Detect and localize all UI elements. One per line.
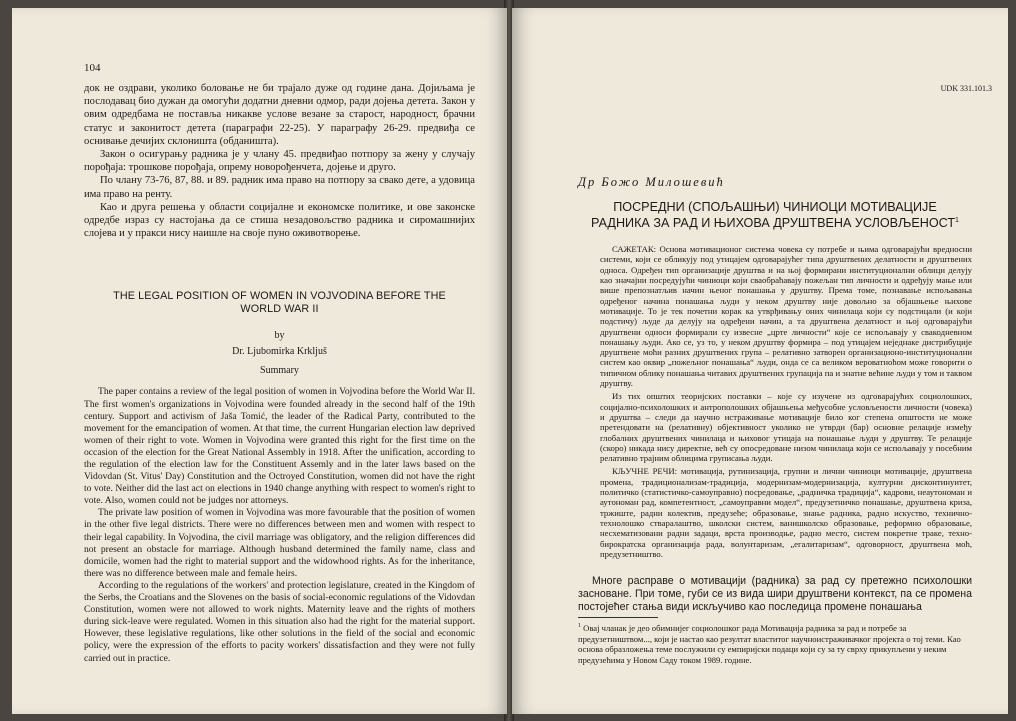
footnote-mark: 1 bbox=[578, 623, 581, 630]
keywords: КЉУЧНЕ РЕЧИ: мотивација, рутинизација, групни и лични чиниоци мотивације, друштвена промена, традиционализам-традиција, модернизам-модернизација, културни дисконтинуитет, политичко (статистичко-самоуправно) посредовање, „радничка традиција“, кадрови, неаутономан и аутономан рад, компетентност, „самоуправни модел“, предузетничко понашање, друштвена криза, тржиште, радни колектив, предузеће; образовање, знање радника, радно искуство, технично-технолошко стваралаштво, школски систем, ванишколско образовање, реформно образовање, несхематизовани радни задаци, врста производње, радно место, систем покретне траке, техно-бирократска организација рада, волунтаризам, „егалитаризам“, одговорност, друштвена моћ, предузетништво. bbox=[600, 466, 972, 559]
abstract-paragraph: САЖЕТАК: Основа мотивационог система човека су потребе и њима одговарајући вредносни системи, који се обликују под утицајем одговарајућег типа друштвених делатности и друштвених односа. Одређен тип организације друштва и на њој формирани институционални облици делују као значајни посредујући чиниоци који сваобраћавају пожељан тип личности и одређују мање или више препознатљив начин њеног понашања у друштву. Према томе, познавање испољавања одређеног начина понашања људи у неком друштву није довољно за објашњење њихове мотивације. То је тек почетни корак ка утврђивању оних чинилаца који су подстицали (и који подстичу) људе да делују на одређени начин, а та друштвена делатност и њој одговарајући друштвени односи формирали су извесне „црте личности“ које се испољавају у свакодневном понашању људи. Ако се, уз то, у неком друштву формира – под утицајем неједнаке дистрибуције друштвене моћи разних друштвених група – релативно затворен организационо-институционални систем као оквир „пожељног понашања“ људи, онда се са великом вероватноћом може говорити о типичном облику понашања читавих друштвених групација па и знатне већине људи у том и таквом друштву. bbox=[600, 244, 972, 389]
lead-text bbox=[578, 575, 972, 613]
english-title: THE LEGAL POSITION OF WOMEN IN VOJVODINA BEFORE THE WORLD WAR II bbox=[113, 290, 446, 316]
abstract-paragraph: Из тих општих теоријских поставки – које су изучене из одговарајућих социолошких, социјално-психолошких и антрополошких објашњења међусобне условљености личности (човека) и друштва – следи да научно истраживање мотивације било ког степена општости не може претендовати на (релативну) објективност уколико не утврди (бар) основне релације између глобалних друштвених чинилаца и њиховог утицаја на понашање људи у друштву. Те релације (скоро) никада нису директне, већ су опосредоване низом чинилаца који се испољавају у посебним релативно трајним облицима груписања људи. bbox=[600, 391, 972, 464]
article-author: Др Божо Милошевић bbox=[578, 175, 725, 189]
summary-paragraph: According to the regulations of the workers' and protection legislature, created in the Kingdom of the Serbs, the Croatians and the Slovenes on the basis of social-economic regulations of the Vidovdan Constitution, women were not allowed to work nights. Maternity leave and the rights of mothers during sick-leave were regulated. Women in this situation also had the right for the material support. However, these legislative regulations, like other solutions in the field of the social and economic policy, were the expression of the efforts to pacity workers' dissatisfaction and they were not fully carried out in practice. bbox=[84, 579, 475, 664]
paragraph: По члану 73-76, 87, 88. и 89. радник има право на потпору за свако дете, а удовица има право на ренту. bbox=[84, 175, 475, 200]
by-line: by bbox=[274, 330, 285, 342]
footnote-divider bbox=[578, 617, 658, 618]
serbian-body bbox=[84, 82, 475, 240]
summary-text bbox=[84, 386, 475, 664]
paragraph: Као и друга решења у области социјалне и економске политике, и ове законске одредбе израз су настојања да се стиша незадовољство радника и сиромашнијих слојева и у пракси нису наишле на своје пуно оживотворење. bbox=[84, 201, 475, 240]
abstract bbox=[600, 244, 972, 559]
summary-paragraph: The paper contains a review of the legal position of women in Vojvodina before the World War II. The first women's organizations in Vojvodina were founded already in the second half of the 19th century. Support and activism of Jaša Tomić, the leader of the Radical Party, contributed to the movement for the emancipation of women. At that time, the current Hungarian election law deprived women of their right to vote. Women in Vojvodina were granted this right for the first time on the occasion of the election for the Great National Assembly in 1918. After the unification, according to the regulation of the election law for the Constituent Assemly and in the later laws based on the Vidovdan (St. Vitus' Day) Constitution and the Octroyed Constitution, women did not have the right to vote. Neither did the last act on elections in 1940 change anything with respect to women's right to vote. Also, women could not be judges nor attorneys. bbox=[84, 386, 475, 507]
title-footnote-mark: 1 bbox=[955, 217, 959, 224]
summary-heading: Summary bbox=[260, 365, 299, 377]
page-number: 104 bbox=[84, 62, 101, 74]
author-name: Dr. Ljubomirka Krkljuš bbox=[232, 346, 327, 358]
paragraph: Закон о осигурању радника је у члану 45. предвиђао потпору за жену у случају порођаја: трошкове порођаја, опрему новорођенчета, дојење и друго. bbox=[84, 149, 475, 174]
lead-paragraph: Многе расправе о мотивацији (радника) за рад су претежно психолошки засноване. При томе, губи се из вида шири друштвени контекст, па се промена постојећег стања види искључиво као последица промене понашања bbox=[578, 575, 972, 613]
summary-paragraph: The private law position of women in Vojvodina was more favourable that the position of women in the other five legal districts. There were no differences between men and women with respect to their legal capability. In Vojvodina, the civil marriage was obligatory, and the religion differences did not present an obstacle for marriage. Although husband determined the family name, class and domicile, women had the right to material support and the widowhood rights. As for the inheritance, there was no difference between male and female heirs. bbox=[84, 507, 475, 579]
paragraph: док не оздрави, уколико боловање не би трајало дуже од године дана. Дојиљама је послодавац био дужан да омогући додатни дневни одмор, ради дојења детета. Закон у овим одредбама не поставља никакве услове везане за старост, народност, брачни статус и законитост детета (параграфи 22-25). У параграфу 26-29. предвиђа се оснивање дечијих склоништа (обданишта). bbox=[84, 83, 475, 147]
udk-code: UDK 331.101.3 bbox=[940, 84, 992, 93]
left-page bbox=[12, 8, 507, 714]
article-title-text: ПОСРЕДНИ (СПОЉАШЊИ) ЧИНИОЦИ МОТИВАЦИЈЕ РАДНИКА ЗА РАД И ЊИХОВА ДРУШТВЕНА УСЛОВЉЕНОСТ bbox=[591, 200, 956, 231]
right-page bbox=[512, 8, 1008, 714]
footnote-text: Овај чланак је део обимнијег социолошког рада Мотивација радника за рад и потребе за предузетништвом..., који је настао као резултат властитог научноистраживачког пројекта о тој теми. Као основа образложења теме послужили су емпиријски подаци који су за ту сврху прикупљени у неким предузећима у Новом Саду током 1989. године. bbox=[578, 623, 961, 665]
footnote bbox=[578, 621, 972, 664]
article-title bbox=[584, 200, 966, 230]
